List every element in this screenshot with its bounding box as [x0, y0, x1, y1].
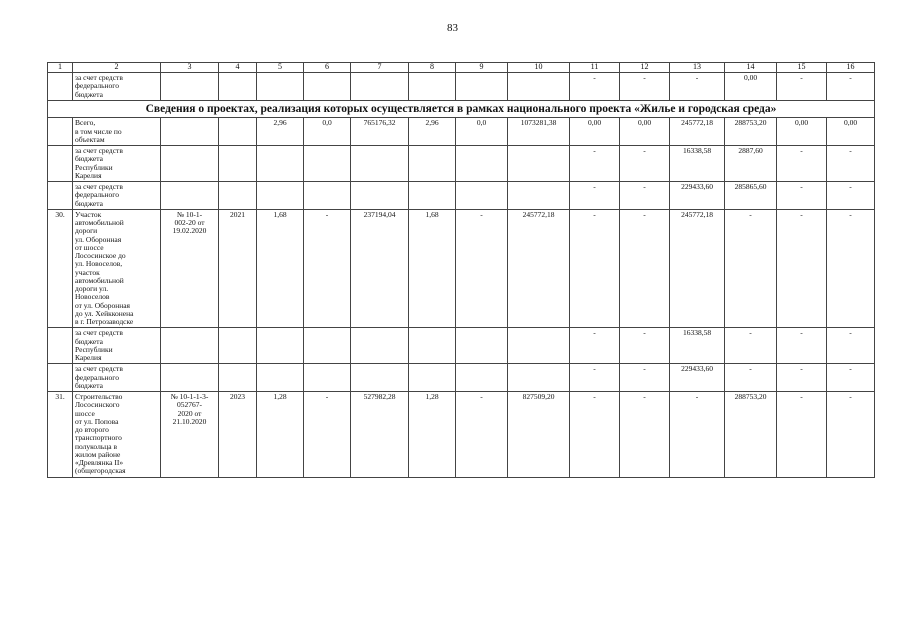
document-ref [161, 364, 219, 392]
value-cell: - [570, 328, 620, 364]
section-row [48, 100, 875, 118]
column-number: 9 [456, 63, 508, 73]
value-cell [508, 364, 570, 392]
row-number [48, 146, 73, 182]
value-cell [219, 182, 257, 210]
object-name: Строительство Лососинского шоссе от ул. Попова до второго транспортного полукольца в жилом районе «Древлянка II» (общегородская [73, 392, 161, 478]
value-cell: 2887,60 [725, 146, 777, 182]
value-cell: - [725, 209, 777, 328]
value-cell: 0,0 [456, 118, 508, 146]
column-number: 5 [257, 63, 304, 73]
value-cell: - [304, 209, 351, 328]
value-cell [351, 73, 409, 101]
row-number: 30. [48, 209, 73, 328]
value-cell [304, 328, 351, 364]
column-number: 14 [725, 63, 777, 73]
value-cell [257, 328, 304, 364]
value-cell: - [456, 392, 508, 478]
value-cell [219, 146, 257, 182]
value-cell [219, 328, 257, 364]
value-cell: - [777, 392, 827, 478]
value-cell: 2,96 [409, 118, 456, 146]
document-ref [161, 182, 219, 210]
document-ref: № 10-1- 002-20 от 19.02.2020 [161, 209, 219, 328]
value-cell [351, 146, 409, 182]
table-row [48, 209, 875, 328]
value-cell: 2021 [219, 209, 257, 328]
value-cell: - [827, 209, 875, 328]
row-number [48, 182, 73, 210]
value-cell: 0,00 [725, 73, 777, 101]
value-cell [219, 364, 257, 392]
row-number [48, 328, 73, 364]
value-cell: 237194,04 [351, 209, 409, 328]
value-cell: - [570, 209, 620, 328]
value-cell: 765176,32 [351, 118, 409, 146]
value-cell [351, 364, 409, 392]
value-cell [508, 182, 570, 210]
value-cell: - [620, 364, 670, 392]
value-cell: 1073281,38 [508, 118, 570, 146]
value-cell: 0,00 [570, 118, 620, 146]
row-number [48, 118, 73, 146]
column-number: 13 [670, 63, 725, 73]
value-cell [304, 146, 351, 182]
value-cell: - [620, 392, 670, 478]
column-number: 7 [351, 63, 409, 73]
value-cell: 16338,58 [670, 146, 725, 182]
value-cell: - [827, 146, 875, 182]
value-cell: - [620, 209, 670, 328]
value-cell: - [620, 73, 670, 101]
object-name: за счет средств федерального бюджета [73, 364, 161, 392]
value-cell: - [777, 209, 827, 328]
object-name: за счет средств федерального бюджета [73, 73, 161, 101]
projects-table [47, 62, 875, 478]
row-number [48, 73, 73, 101]
value-cell: - [620, 328, 670, 364]
table-row [48, 364, 875, 392]
value-cell [351, 182, 409, 210]
value-cell: - [570, 146, 620, 182]
value-cell [456, 364, 508, 392]
value-cell [409, 328, 456, 364]
value-cell: 1,28 [257, 392, 304, 478]
value-cell [257, 364, 304, 392]
value-cell: 1,68 [257, 209, 304, 328]
value-cell: - [570, 73, 620, 101]
value-cell [508, 73, 570, 101]
value-cell [351, 328, 409, 364]
object-name: за счет средств бюджета Республики Карелия [73, 328, 161, 364]
page-number: 83 [447, 22, 458, 34]
document-ref [161, 146, 219, 182]
column-number: 15 [777, 63, 827, 73]
value-cell: 0,0 [304, 118, 351, 146]
value-cell: 1,68 [409, 209, 456, 328]
value-cell [219, 118, 257, 146]
value-cell: - [777, 364, 827, 392]
value-cell: - [570, 364, 620, 392]
value-cell: - [570, 182, 620, 210]
value-cell: - [777, 73, 827, 101]
value-cell: - [620, 146, 670, 182]
table-row [48, 118, 875, 146]
object-name: за счет средств федерального бюджета [73, 182, 161, 210]
column-number: 10 [508, 63, 570, 73]
value-cell: - [456, 209, 508, 328]
value-cell: 245772,18 [670, 118, 725, 146]
value-cell [409, 182, 456, 210]
value-cell: 1,28 [409, 392, 456, 478]
value-cell [456, 182, 508, 210]
value-cell [409, 146, 456, 182]
column-number-row [48, 63, 875, 73]
value-cell [508, 328, 570, 364]
value-cell [219, 73, 257, 101]
value-cell: 2,96 [257, 118, 304, 146]
value-cell: - [777, 182, 827, 210]
value-cell [304, 182, 351, 210]
value-cell: 2023 [219, 392, 257, 478]
value-cell: - [670, 73, 725, 101]
table-row [48, 392, 875, 478]
table-row [48, 328, 875, 364]
column-number: 12 [620, 63, 670, 73]
value-cell: 0,00 [620, 118, 670, 146]
value-cell: - [827, 182, 875, 210]
value-cell [456, 73, 508, 101]
row-number: 31. [48, 392, 73, 478]
value-cell: - [827, 328, 875, 364]
document-ref [161, 328, 219, 364]
value-cell: - [725, 364, 777, 392]
object-name: Участок автомобильной дороги ул. Оборонная от шоссе Лососинское до ул. Новоселов, участок автомобильной дороги ул. Новоселов от ул. Оборонная до ул. Хейкконена в г. Петрозаводске [73, 209, 161, 328]
column-number: 3 [161, 63, 219, 73]
document-ref [161, 73, 219, 101]
document-ref [161, 118, 219, 146]
column-number: 16 [827, 63, 875, 73]
row-number [48, 364, 73, 392]
value-cell: 0,00 [777, 118, 827, 146]
value-cell: 16338,58 [670, 328, 725, 364]
value-cell: - [827, 392, 875, 478]
document-ref: № 10-1-1-3- 052767- 2020 от 21.10.2020 [161, 392, 219, 478]
value-cell: 827509,20 [508, 392, 570, 478]
object-name: Всего, в том числе по объектам [73, 118, 161, 146]
value-cell: - [620, 182, 670, 210]
value-cell [456, 328, 508, 364]
value-cell [508, 146, 570, 182]
column-number: 2 [73, 63, 161, 73]
value-cell: - [570, 392, 620, 478]
value-cell: 245772,18 [670, 209, 725, 328]
value-cell: - [827, 73, 875, 101]
column-number: 11 [570, 63, 620, 73]
value-cell: 288753,20 [725, 392, 777, 478]
value-cell [304, 364, 351, 392]
value-cell: - [777, 146, 827, 182]
column-number: 6 [304, 63, 351, 73]
table-body [48, 63, 875, 478]
table-row [48, 73, 875, 101]
value-cell [257, 146, 304, 182]
value-cell: 288753,20 [725, 118, 777, 146]
value-cell [456, 146, 508, 182]
value-cell: - [777, 328, 827, 364]
value-cell [409, 73, 456, 101]
value-cell [257, 182, 304, 210]
object-name: за счет средств бюджета Республики Карелия [73, 146, 161, 182]
value-cell [409, 364, 456, 392]
value-cell [257, 73, 304, 101]
value-cell: 245772,18 [508, 209, 570, 328]
value-cell: - [670, 392, 725, 478]
table-row [48, 182, 875, 210]
column-number: 1 [48, 63, 73, 73]
value-cell: - [725, 328, 777, 364]
value-cell: 229433,60 [670, 182, 725, 210]
value-cell: - [827, 364, 875, 392]
table-row [48, 146, 875, 182]
value-cell: 527982,28 [351, 392, 409, 478]
value-cell: 285865,60 [725, 182, 777, 210]
section-title: Сведения о проектах, реализация которых осуществляется в рамках национального проекта «Жилье и городская среда» [48, 100, 875, 118]
column-number: 8 [409, 63, 456, 73]
value-cell [304, 73, 351, 101]
value-cell: 229433,60 [670, 364, 725, 392]
value-cell: - [304, 392, 351, 478]
value-cell: 0,00 [827, 118, 875, 146]
column-number: 4 [219, 63, 257, 73]
